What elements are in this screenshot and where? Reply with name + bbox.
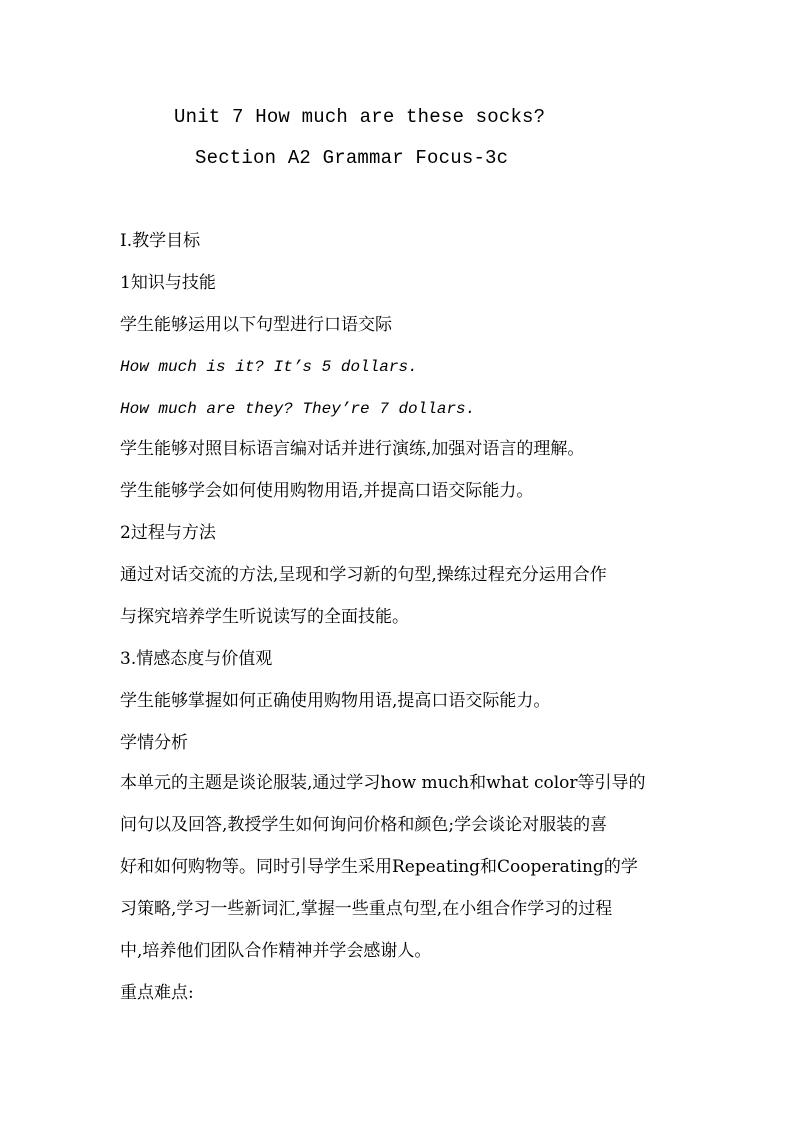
paragraph-line: 本单元的主题是谈论服装,通过学习how much和what color等引导的 bbox=[120, 773, 646, 793]
subheading-knowledge-skills: 1知识与技能 bbox=[120, 273, 216, 293]
section-heading-key-points: 重点难点: bbox=[120, 983, 194, 1003]
example-sentence: How much are they? They’re 7 dollars. bbox=[120, 400, 476, 418]
document-title: Unit 7 How much are these socks? bbox=[174, 106, 546, 128]
document-subtitle: Section A2 Grammar Focus-3c bbox=[195, 147, 509, 169]
example-sentence: How much is it? It’s 5 dollars. bbox=[120, 358, 418, 376]
paragraph-line: 学生能够对照目标语言编对话并进行演练,加强对语言的理解。 bbox=[120, 439, 585, 459]
paragraph-line: 中,培养他们团队合作精神并学会感谢人。 bbox=[120, 941, 432, 961]
paragraph-line: 学生能够学会如何使用购物用语,并提高口语交际能力。 bbox=[120, 481, 534, 501]
paragraph-line: 好和如何购物等。同时引导学生采用Repeating和Cooperating的学 bbox=[120, 857, 638, 877]
paragraph-line: 学生能够掌握如何正确使用购物用语,提高口语交际能力。 bbox=[120, 691, 551, 711]
paragraph-line: 习策略,学习一些新词汇,掌握一些重点句型,在小组合作学习的过程 bbox=[120, 899, 613, 919]
paragraph-line: 与探究培养学生听说读写的全面技能。 bbox=[120, 607, 409, 627]
subheading-attitudes-values: 3.情感态度与价值观 bbox=[120, 649, 273, 669]
paragraph-line: 问句以及回答,教授学生如何询问价格和颜色;学会谈论对服装的喜 bbox=[120, 815, 608, 835]
paragraph-line: 学生能够运用以下句型进行口语交际 bbox=[120, 315, 392, 335]
section-heading-analysis: 学情分析 bbox=[120, 733, 188, 753]
subheading-process-method: 2过程与方法 bbox=[120, 523, 216, 543]
section-heading-objectives: I.教学目标 bbox=[120, 231, 201, 251]
paragraph-line: 通过对话交流的方法,呈现和学习新的句型,操练过程充分运用合作 bbox=[120, 565, 607, 585]
